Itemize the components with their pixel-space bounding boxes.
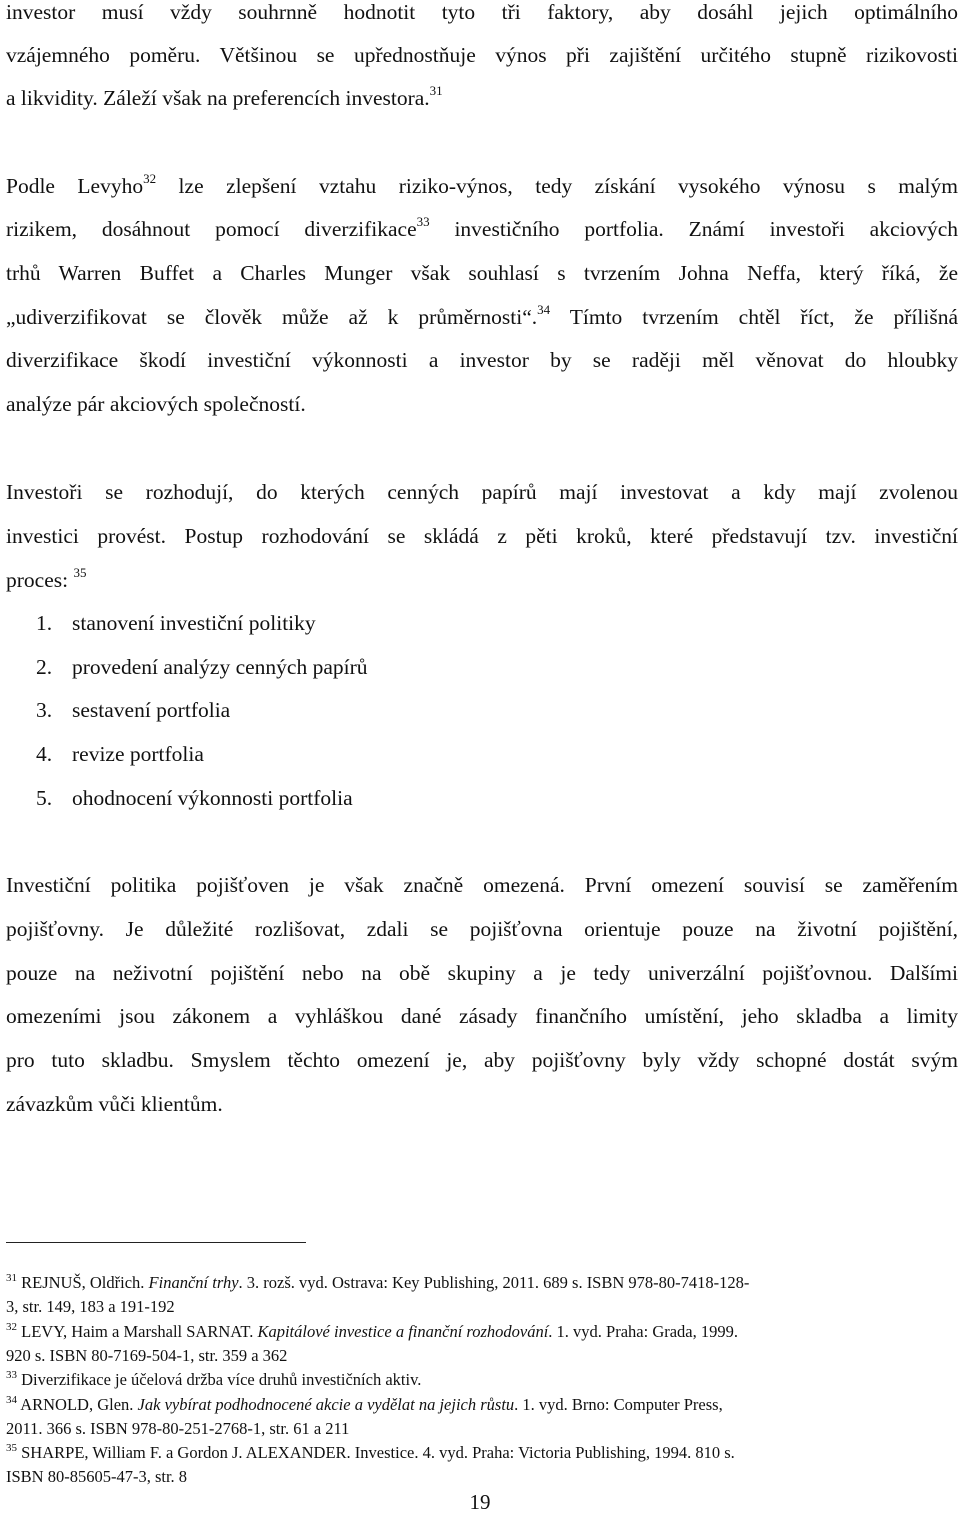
footnote-33 — [6, 1369, 958, 1391]
text-span: Podle Levyho — [6, 174, 144, 198]
list-text: sestavení portfolia — [72, 698, 231, 722]
text-line — [6, 214, 958, 244]
list-text: stanovení investiční politiky — [72, 611, 316, 635]
footnote-separator — [6, 1242, 306, 1243]
list-number: 4. — [36, 742, 53, 766]
text-line — [6, 302, 958, 332]
text-span: ARNOLD, Glen. — [17, 1395, 138, 1414]
text-span: Tímto tvrzením chtěl říct, že přílišná — [550, 305, 958, 329]
text-line: analýze pár akciových společností. — [6, 392, 306, 416]
footnote-34-cont: 2011. 366 s. ISBN 978-80-251-2768-1, str. 61 a 211 — [6, 1419, 350, 1438]
text-line: pro tuto skladbu. Smyslem těchto omezení je, aby pojišťovny byly vždy schopné dostát svým — [6, 1048, 958, 1072]
text-span: a likvidity. Záleží však na preferencích investora. — [6, 86, 430, 110]
text-span: . 1. vyd. Brno: Computer Press, — [514, 1395, 723, 1414]
text-line: diverzifikace škodí investiční výkonnosti a investor by se raději měl věnovat do hloubky — [6, 348, 958, 372]
list-text: ohodnocení výkonnosti portfolia — [72, 786, 353, 810]
text-span: lze zlepšení vztahu riziko-výnos, tedy získání vysokého výnosu s malým — [156, 174, 958, 198]
text-line — [6, 83, 958, 113]
text-line: závazkům vůči klientům. — [6, 1092, 223, 1116]
footnote-number: 35 — [6, 1442, 17, 1454]
footnote-number: 31 — [6, 1272, 17, 1284]
text-span: LEVY, Haim a Marshall SARNAT. — [17, 1322, 258, 1341]
book-title: Finanční trhy — [148, 1273, 239, 1292]
text-line — [6, 565, 958, 595]
footnote-ref[interactable]: 34 — [537, 302, 551, 317]
list-item — [36, 739, 204, 769]
text-line: vzájemného poměru. Většinou se upřednostňuje výnos při zajištění určitého stupně rizikovosti — [6, 43, 958, 67]
text-span: proces: — [6, 568, 74, 592]
footnote-ref[interactable]: 35 — [73, 565, 87, 580]
footnote-number: 32 — [6, 1321, 17, 1333]
book-title: Kapitálové investice a finanční rozhodování — [257, 1322, 549, 1341]
text-span: „udiverzifikovat se člověk může až k průměrnosti“. — [6, 305, 538, 329]
footnote-number: 33 — [6, 1369, 17, 1381]
footnote-32-cont: 920 s. ISBN 80-7169-504-1, str. 359 a 362 — [6, 1346, 288, 1365]
list-item — [36, 695, 230, 725]
list-number: 3. — [36, 698, 53, 722]
footnote-31-cont: 3, str. 149, 183 a 191-192 — [6, 1297, 175, 1316]
list-number: 1. — [36, 611, 53, 635]
text-span: Diverzifikace je účelová držba více druhů investičních aktiv. — [17, 1370, 422, 1389]
text-line: investor musí vždy souhrnně hodnotit tyto tři faktory, aby dosáhl jejich optimálního — [6, 0, 958, 24]
book-title: Jak vybírat podhodnocené akcie a vydělat na jejich růstu — [137, 1395, 515, 1414]
text-span: REJNUŠ, Oldřich. — [17, 1273, 149, 1292]
text-line: Investiční politika pojišťoven je však značně omezená. První omezení souvisí se zaměřením — [6, 873, 958, 897]
list-item — [36, 608, 316, 638]
list-item — [36, 652, 368, 682]
footnote-ref[interactable]: 31 — [429, 83, 443, 98]
footnote-ref[interactable]: 32 — [143, 171, 157, 186]
footnote-35 — [6, 1442, 958, 1464]
text-line: trhů Warren Buffet a Charles Munger však souhlasí s tvrzením Johna Neffa, který říká, že — [6, 261, 958, 285]
text-span: SHARPE, William F. a Gordon J. ALEXANDER. Investice. 4. vyd. Praha: Victoria Publishing, 1994. 810 s. — [17, 1443, 735, 1462]
list-number: 2. — [36, 655, 53, 679]
list-text: provedení analýzy cenných papírů — [72, 655, 368, 679]
footnote-34 — [6, 1394, 958, 1416]
text-line: pojišťovny. Je důležité rozlišovat, zdali se pojišťovna orientuje pouze na životní pojištění, — [6, 917, 958, 941]
list-item — [36, 783, 353, 813]
text-span: . 1. vyd. Praha: Grada, 1999. — [548, 1322, 739, 1341]
footnote-ref[interactable]: 33 — [416, 214, 430, 229]
text-line: Investoři se rozhodují, do kterých cenných papírů mají investovat a kdy mají zvolenou — [6, 480, 958, 504]
text-line — [6, 171, 958, 201]
list-number: 5. — [36, 786, 53, 810]
text-span: rizikem, dosáhnout pomocí diverzifikace — [6, 217, 417, 241]
text-span: investičního portfolia. Známí investoři akciových — [429, 217, 959, 241]
text-line: pouze na neživotní pojištění nebo na obě skupiny a je tedy univerzální pojišťovnou. Dalšími — [6, 961, 958, 985]
text-span: . 3. rozš. vyd. Ostrava: Key Publishing, 2011. 689 s. ISBN 978-80-7418-128- — [238, 1273, 750, 1292]
footnote-number: 34 — [6, 1394, 17, 1406]
footnote-35-cont: ISBN 80-85605-47-3, str. 8 — [6, 1467, 188, 1486]
footnote-31 — [6, 1272, 958, 1294]
text-line: omezeními jsou zákonem a vyhláškou dané zásady finančního umístění, jeho skladba a limity — [6, 1004, 958, 1028]
page-number: 19 — [469, 1490, 491, 1514]
footnote-32 — [6, 1321, 958, 1343]
list-text: revize portfolia — [72, 742, 204, 766]
text-line: investici provést. Postup rozhodování se skládá z pěti kroků, které představují tzv. investiční — [6, 524, 958, 548]
